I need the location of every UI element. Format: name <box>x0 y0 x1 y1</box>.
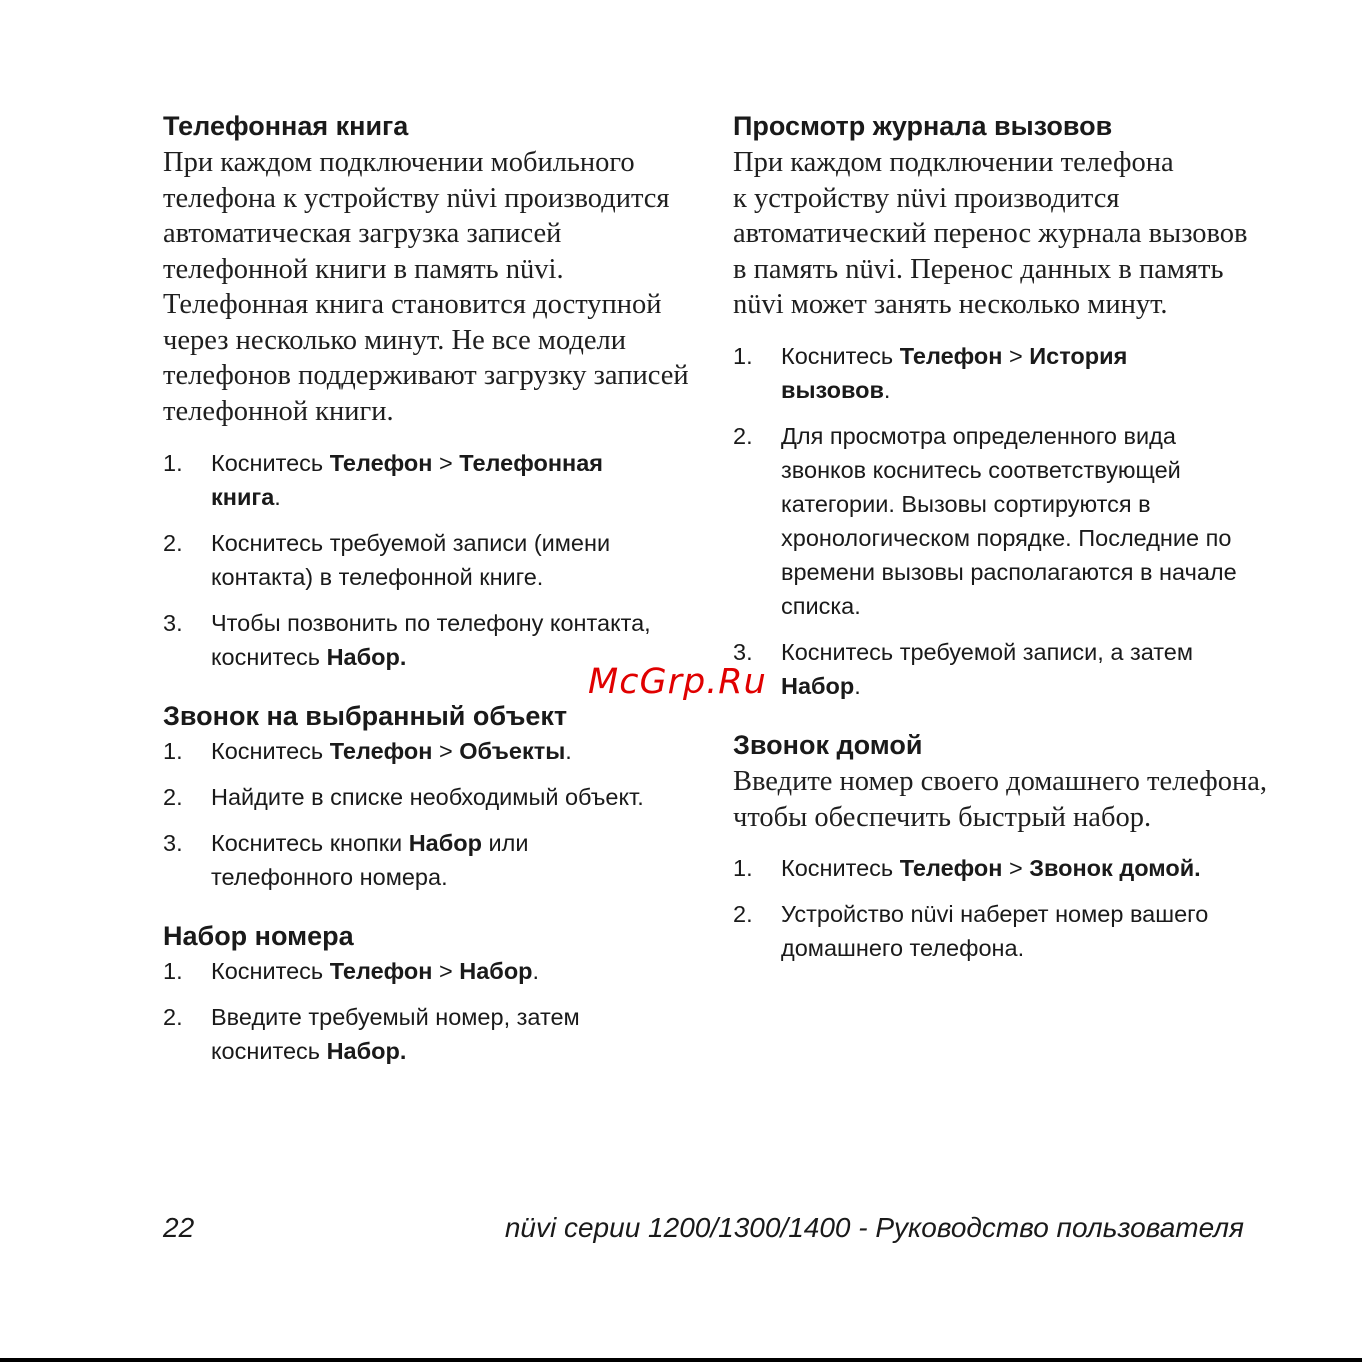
step-text-segment: Коснитесь требуемой записи (имени <box>211 530 611 556</box>
menu-path-label: Телефон <box>329 450 433 476</box>
step-line <box>211 640 651 674</box>
step-text-segment: > <box>432 450 460 476</box>
step-text <box>781 897 1208 965</box>
step-text-segment: Коснитесь <box>781 343 900 369</box>
step-text-segment: списка. <box>781 593 861 619</box>
step-line <box>781 897 1208 931</box>
step-text-segment: телефонного номера. <box>211 864 448 890</box>
step-text <box>211 954 539 988</box>
para-line: телефона к устройству nüvi производится <box>163 182 670 214</box>
step-line <box>781 669 1193 703</box>
dial-heading: Набор номера <box>163 921 354 951</box>
step-line <box>781 419 1237 453</box>
step-text <box>211 734 572 768</box>
step-text <box>781 339 1127 407</box>
watermark-text: McGrp.Ru <box>588 662 767 702</box>
step-text-segment: . <box>565 738 572 764</box>
step-text-segment: Коснитесь <box>211 958 330 984</box>
step-text-segment: хронологическом порядке. Последние по <box>781 525 1232 551</box>
step-number: 1. <box>163 738 183 764</box>
phonebook-heading: Телефонная книга <box>163 111 409 141</box>
step-text-segment: > <box>1002 343 1030 369</box>
bottom-rule <box>0 1358 1362 1362</box>
step-line <box>781 487 1237 521</box>
menu-path-label: Телефон <box>899 343 1003 369</box>
step-text-segment: коснитесь <box>211 1038 327 1064</box>
step-text <box>211 1000 580 1068</box>
step-line <box>211 734 572 768</box>
step-text-segment: Чтобы позвонить по телефону контакта, <box>211 610 651 636</box>
step-number: 2. <box>733 901 753 927</box>
menu-path-label: Телефон <box>329 958 433 984</box>
step-line <box>781 589 1237 623</box>
step-number: 1. <box>163 958 183 984</box>
step-line <box>211 526 610 560</box>
para-line: телефонной книги. <box>163 395 394 427</box>
menu-path-label: вызовов <box>781 377 884 403</box>
home-call-paragraph <box>733 764 1267 835</box>
menu-path-label: Набор. <box>326 1038 407 1064</box>
para-line: телефонов поддерживают загрузку записей <box>163 360 689 391</box>
step-text-segment: > <box>432 738 460 764</box>
menu-path-label: Набор. <box>326 644 407 670</box>
step-text-segment: . <box>532 958 540 984</box>
menu-path-label: Набор <box>459 958 533 984</box>
step-line <box>781 555 1237 589</box>
step-text <box>211 606 651 674</box>
step-line <box>211 860 528 894</box>
step-text-segment: . <box>274 484 281 510</box>
step-line <box>781 851 1201 885</box>
step-line <box>781 521 1237 555</box>
para-line: к устройству nüvi производится <box>733 182 1120 214</box>
step-text-segment: Найдите в списке необходимый объект. <box>211 784 644 810</box>
step-line <box>781 453 1237 487</box>
poi-call-heading: Звонок на выбранный объект <box>163 701 568 731</box>
step-text-segment: > <box>432 958 460 984</box>
menu-path-label: Набор <box>408 830 482 856</box>
menu-path-label: Телефон <box>899 855 1003 881</box>
call-log-heading: Просмотр журнала вызовов <box>733 111 1113 141</box>
step-line <box>211 1000 580 1034</box>
para-line: автоматический перенос журнала вызовов <box>733 218 1248 249</box>
call-log-paragraph <box>733 145 1248 323</box>
step-text-segment: коснитесь <box>211 644 327 670</box>
footer-title: nüvi серии 1200/1300/1400 - Руководство пользователя <box>504 1212 1244 1243</box>
step-number: 1. <box>733 855 753 881</box>
step-text <box>781 419 1237 623</box>
step-text-segment: домашнего телефона. <box>781 935 1025 961</box>
step-text-segment: Введите требуемый номер, затем <box>211 1004 580 1030</box>
step-text-segment: категории. Вызовы сортируются в <box>781 491 1151 517</box>
step-line <box>781 339 1127 373</box>
step-text-segment: Устройство nüvi наберет номер вашего <box>781 901 1209 927</box>
step-line <box>211 560 610 594</box>
para-line: nüvi может занять несколько минут. <box>733 289 1168 320</box>
step-number: 2. <box>733 423 753 449</box>
page-number: 22 <box>163 1212 195 1243</box>
menu-path-label: История <box>1029 343 1128 369</box>
step-text-segment: Коснитесь кнопки <box>211 830 409 856</box>
step-text-segment: > <box>1002 855 1030 881</box>
step-line <box>781 931 1208 965</box>
para-line: телефонной книги в память nüvi. <box>163 253 564 285</box>
step-line <box>211 1034 580 1068</box>
step-text-segment: времени вызовы располагаются в начале <box>781 559 1237 585</box>
step-line <box>211 826 528 860</box>
home-call-heading: Звонок домой <box>733 730 923 760</box>
step-text <box>211 446 603 514</box>
step-text-segment: . <box>854 673 861 699</box>
step-number: 3. <box>733 639 753 665</box>
step-line <box>781 635 1193 669</box>
step-line <box>211 480 603 514</box>
step-number: 2. <box>163 1004 183 1030</box>
menu-path-label: Объекты <box>459 738 566 764</box>
para-line: автоматическая загрузка записей <box>163 218 562 249</box>
step-number: 3. <box>163 830 183 856</box>
step-text-segment: контакта) в телефонной книге. <box>211 564 544 590</box>
para-line: в память nüvi. Перенос данных в память <box>733 253 1224 285</box>
para-line: чтобы обеспечить быстрый набор. <box>733 801 1152 833</box>
menu-path-label: Телефонная <box>459 450 603 476</box>
step-text <box>781 635 1193 703</box>
step-text-segment: Коснитесь <box>211 450 330 476</box>
menu-path-label: книга <box>211 484 275 510</box>
para-line: Телефонная книга становится доступной <box>163 289 662 320</box>
step-number: 1. <box>163 450 183 476</box>
para-line: Введите номер своего домашнего телефона, <box>733 766 1268 797</box>
step-text <box>211 526 610 594</box>
step-text-segment: или <box>481 830 529 856</box>
step-line <box>211 446 603 480</box>
step-text-segment: Для просмотра определенного вида <box>781 423 1176 449</box>
menu-path-label: Звонок домой. <box>1029 855 1201 881</box>
step-line <box>211 606 651 640</box>
step-text-segment: Коснитесь <box>211 738 330 764</box>
step-number: 3. <box>163 610 183 636</box>
step-number: 2. <box>163 530 183 556</box>
step-text <box>781 851 1201 885</box>
step-text-segment: Коснитесь требуемой записи, а затем <box>781 639 1194 665</box>
step-line <box>781 373 1127 407</box>
menu-path-label: Набор <box>781 673 855 699</box>
step-text <box>211 780 644 814</box>
step-number: 2. <box>163 784 183 810</box>
menu-path-label: Телефон <box>329 738 433 764</box>
step-number: 1. <box>733 343 753 369</box>
step-text <box>211 826 528 894</box>
para-line: При каждом подключении телефона <box>733 147 1174 178</box>
para-line: При каждом подключении мобильного <box>163 147 635 178</box>
step-line <box>211 954 539 988</box>
para-line: через несколько минут. Не все модели <box>163 324 626 356</box>
step-text-segment: звонков коснитесь соответствующей <box>781 457 1181 483</box>
step-text-segment: . <box>883 377 891 403</box>
step-line <box>211 780 644 814</box>
step-text-segment: Коснитесь <box>781 855 900 881</box>
phonebook-paragraph <box>163 145 689 429</box>
